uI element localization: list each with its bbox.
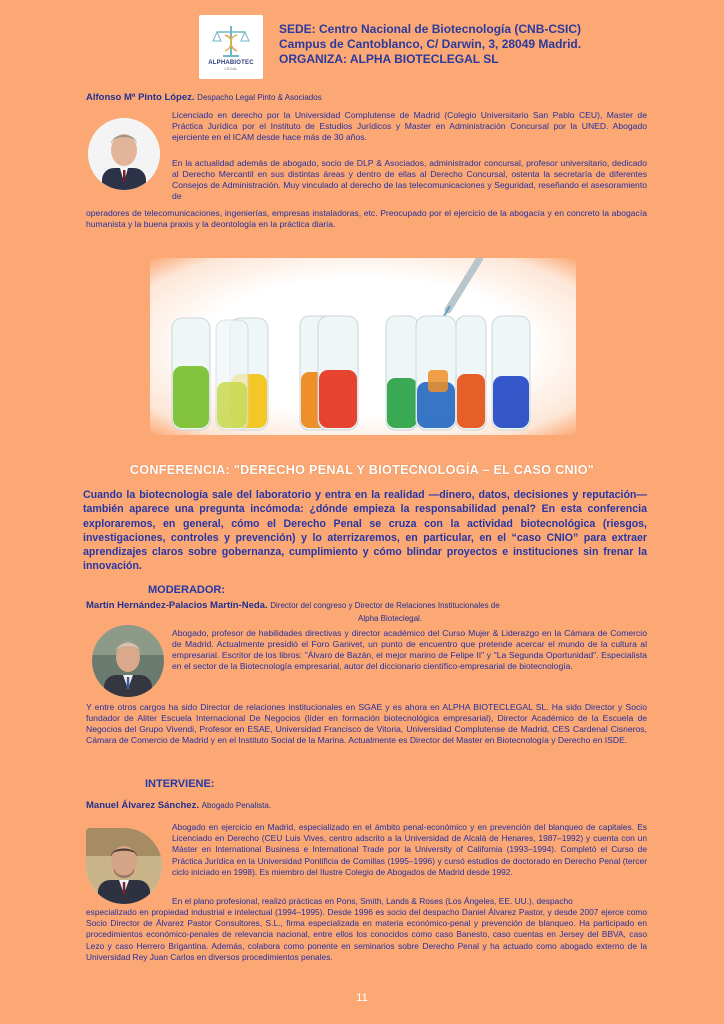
moderator-role: Director del congreso y Director de Relaciones Institucionales de	[270, 601, 500, 610]
speaker1-bio-career: En la actualidad además de abogado, socio de DLP & Asociados, administrador concursal, profesor universitario, dedicado al Derecho Mercantil en sus distintas áreas y dentro de ellas al Derecho Concursal, ostenta la secretaría de diferentes Consejos de Administración. Muy vinculado al derecho de las telecomunicaciones y Seguridad, reseñando el asesoramiento de	[172, 158, 647, 201]
event-header	[279, 22, 699, 67]
speaker2-bio-intro: Abogado en ejercicio en Madrid, especializado en el ámbito penal-económico y en prevención del blanqueo de capitales. Es Licenciado en Derecho (CEU Luis Vives, centro adscrito a la Universidad de Alcalá de Henares, 1987–1992) y cuenta con un Máster en International Business e International Trade por la University of California (1993–1994). Completó el Curso de Práctica Jurídica en la Universidad Pontificia de Comillas (1995–1996) y cursó estudios de doctorado en Derecho Penal (tercer ciclo iniciado en 1998). Es miembro del Ilustre Colegio de Abogados de Madrid desde 1992.	[172, 822, 647, 877]
page-number: 11	[356, 992, 368, 1004]
moderator-heading: MODERADOR:	[148, 584, 225, 596]
moderator-role-cont: Alpha Bioteclegal.	[358, 614, 423, 623]
speaker1-photo	[88, 118, 160, 190]
moderator-name: Martín Hernández-Palacios Martín-Neda.	[86, 600, 268, 611]
moderator-photo	[92, 625, 164, 697]
moderator-name-line	[86, 600, 646, 611]
speaker1-affiliation: Despacho Legal Pinto & Asociados	[197, 93, 322, 102]
speaker2-photo	[86, 828, 162, 904]
logo-sub: LEGAL	[224, 66, 238, 71]
dna-scales-icon	[211, 23, 251, 59]
speaker2-heading: INTERVIENE:	[145, 778, 215, 790]
speaker2-bio-career: En el plano profesional, realizó prácticas en Pons, Smith, Lands & Roses (Los Ángeles, EE. UU.), despacho	[172, 896, 573, 906]
moderator-bio-intro: Abogado, profesor de habilidades directivas y director académico del Curso Mujer & Liderazgo en la Cámara de Comercio de Madrid. Actualmente presidió el Foro Ganivet, un punto de encuentro que pretende acercar el mundo de la cultura al empresarial. Escritor de los libros: "Álvaro de Bazán, el mejor marino de Felipe II" y "La Segunda Oportunidad". Especialista en el sector de la Biotecnología empresarial, autor del diccionario científico-empresarial de biotecnología.	[172, 628, 647, 671]
speaker2-role: Abogado Penalista.	[201, 801, 272, 810]
moderator-bio-career: Y entre otros cargos ha sido Director de relaciones institucionales en SGAE y es ahora en ALPHA BIOTECLEGAL SL. Ha sido Director y Socio fundador de Aliter Escuela Internacional De Negocios (líder en formación biotecnológica empresarial), Director Académico de la Escuela de Negocios del Grupo Vivendi, Profesor en ESAE, Universidad Francisco de Vitoria, Universidad Complutense de Madrid, CES Cardenal Cisneros, Cámara de Comercio de Madrid y en el Instituto Social de la Marina. Actualmente es Director del Master en Biotecnología y Derecho en ISDE.	[86, 702, 647, 745]
speaker2-bio-career-cont: especializado en propiedad industrial e intelectual (1994–1995). Desde 1996 es socio del despacho Daniel Álvarez Pastor, y desde 2007 ejerce como Socio Director de Álvarez Pastor Consultores, S.L., firma especializada en materia económico-penal y prevención de blanqueo. Ha participado en procedimientos económico-penales de relevancia nacional, entre ellos los conocidos como caso Banesto, caso cuentas en Jersey del BBVA, caso Lezo y caso Herrero Brigantina. Además, colabora como ponente en seminarios sobre Derecho Penal y ha actuado como abogado externo de la Universidad Rey Juan Carlos en diversos procedimientos penales.	[86, 907, 647, 962]
test-tubes-image	[150, 258, 576, 435]
header-address: Campus de Cantoblanco, C/ Darwin, 3, 28049 Madrid.	[279, 37, 582, 51]
logo-name: ALPHABIOTEC	[208, 60, 254, 66]
header-organizer: ORGANIZA: ALPHA BIOTECLEGAL SL	[279, 52, 499, 66]
speaker1-bio-intro: Licenciado en derecho por la Universidad Complutense de Madrid (Colegio Universitario San Pablo CEU), Master de Práctica Jurídica por el Instituto de Estudios Jurídicos y Master en Administración Concursal por la UNED. Abogado ejerciente en el ICAM desde hace más de 30 años.	[172, 110, 647, 142]
alphabiotec-logo	[199, 15, 263, 79]
header-venue: SEDE: Centro Nacional de Biotecnología (CNB-CSIC)	[279, 22, 582, 36]
speaker1-name-line	[86, 92, 646, 103]
speaker2-name-line	[86, 800, 646, 811]
conference-intro: Cuando la biotecnología sale del laboratorio y entra en la realidad —dinero, datos, decisiones y reputación— también aparece una pregunta incómoda: ¿dónde empieza la responsabilidad penal? En esta conferencia exploraremos, en general, cómo el Derecho Penal se cruza con la actividad biotecnológica (riesgos, investigaciones, controles y prevención) y lo aterrizaremos, en particular, en el “caso CNIO” para extraer aprendizajes claros sobre gobernanza, cumplimiento y cómo blindar proyectos e instituciones sin frenar la innovación.	[83, 489, 647, 573]
speaker2-name: Manuel Álvarez Sánchez.	[86, 800, 199, 811]
speaker1-bio-career-cont: operadores de telecomunicaciones, ingenierías, empresas instaladoras, etc. Preocupado por el ejercicio de la abogacía y en concreto la abogacía humanista y la buena praxis y la deontología en la práctica diaria.	[86, 208, 647, 229]
speaker1-name: Alfonso Mª Pinto López.	[86, 92, 195, 103]
moderator-role-cont-line	[358, 613, 422, 624]
conference-title: CONFERENCIA: "DERECHO PENAL Y BIOTECNOLOGÍA – EL CASO CNIO"	[129, 463, 595, 477]
